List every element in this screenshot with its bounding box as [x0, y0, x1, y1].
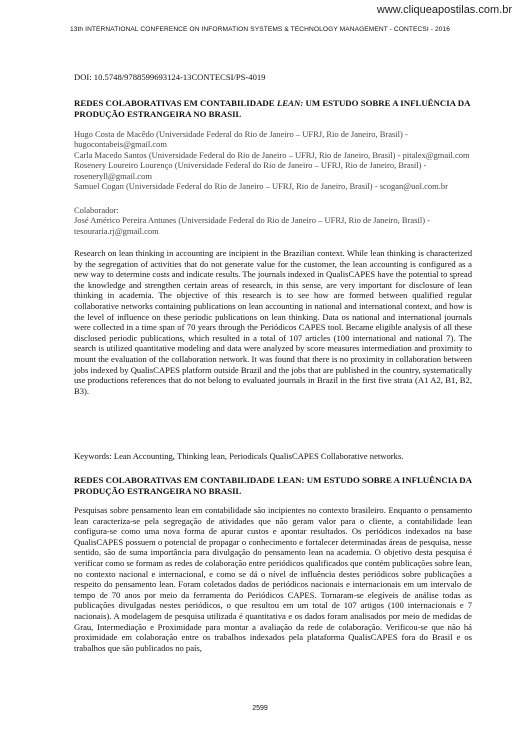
paper-title — [74, 98, 472, 119]
author-4: Samuel Cogan (Universidade Federal do Rio de Janeiro – UFRJ, Rio de Janeiro, Brasil) - scogan@uol.com.br — [74, 181, 448, 192]
title-part2: UM ESTUDO SOBRE A INFLUÊNCIA DA PRODUÇÃO ESTRANGEIRA NO BRASIL — [74, 98, 470, 119]
title-italic: LEAN: — [276, 98, 304, 108]
title-part1: REDES COLABORATIVAS EM CONTABILIDADE — [74, 98, 277, 108]
collaborator-label: Colaborador: — [74, 205, 119, 215]
collaborator-block — [74, 205, 472, 236]
page-number: 2599 — [252, 705, 268, 712]
author-list — [74, 129, 472, 191]
paper-title-pt: REDES COLABORATIVAS EM CONTABILIDADE LEAN: UM ESTUDO SOBRE A INFLUÊNCIA DA PRODUÇÃO ESTRANGEIRA NO BRASIL — [74, 475, 472, 496]
author-3: Rosenery Loureiro Lourenço (Universidade Federal do Rio de Janeiro – UFRJ, Rio de Janeiro, Brasil) - roseneryll@gmail.com — [74, 160, 427, 181]
collaborator-text: José Américo Pereira Antunes (Universidade Federal do Rio de Janeiro – UFRJ, Rio de Janeiro, Brasil) - tesouraria.rj@gmail.com — [74, 215, 430, 236]
doi: DOI: 10.5748/9788599693124-13CONTECSI/PS-4019 — [74, 72, 266, 82]
resumo: Pesquisas sobre pensamento lean em contabilidade são incipientes no contexto brasileiro. Enquanto o pensamento lean caracteriza-se pela segregação de atividades que não geram valor para o cliente, a contabilidade lean configura-se como uma nova forma de apurar custos e apontar resultados. Os periódicos indexados na base QualisCAPES possuem o potencial de propagar o conhecimento e fortalecer determinadas áreas de pesquisa, nesse sentido, são de suma importância para divulgação do pensamento lean na academia. O objetivo desta pesquisa é verificar como se formam as redes de colaboração entre periódicos qualificados que contém publicações sobre lean, no contexto nacional e internacional, e como se dá o nível de influência destes periódicos sobre publicações a respeito do pensamento lean. Foram coletados dados de periódicos nacionais e internacionais em um intervalo de tempo de 70 anos por meio da ferramenta do Periódicos CAPES. Tornaram-se elegíveis de análise todas as publicações divulgadas nestes periódicos, o que resultou em um total de 107 artigos (100 internacionais e 7 nacionais). A modelagem de pesquisa utilizada é quantitativa e os dados foram analisados por meio de medidas de Grau, Intermediação e Proximidade para montar a avaliação da rede de colaboração. Verificou-se que não há proximidade em colaboração entre os trabalhos indexados pela plataforma QualisCAPES fora do Brasil e os trabalhos que são publicados no país, — [74, 505, 473, 653]
author-2: Carla Macedo Santos (Universidade Federal do Rio de Janeiro – UFRJ, Rio de Janeiro, Brasil) - pitalex@gmail.com — [74, 149, 470, 160]
abstract: Research on lean thinking in accounting are incipient in the Brazilian context. While lean thinking is characterized by the segregation of activities that do not generate value for the customer, the lean accounting is configured as a new way to determine costs and indicate results. The journals indexed in QualisCAPES have the potential to spread the knowledge and strengthen certain areas of research, in this sense, are very important for disclosure of lean thinking in academia. The objective of this research is to see how are formed between qualified regular collaborative networks containing publications on lean accounting in national and international context, and how is the level of influence on these periodic publications on lean thinking. Data os national and international journals were collected in a time span of 70 years through the Periódicos CAPES tool. Became eligible analysis of all these disclosed periodic publications, which resulted in a total of 107 articles (100 international and national 7). The search is utilized quantitative modeling and data were analyzed by score measures intermediation and proximity to mount the evaluation of the collaboration network. It was found that there is no proximity in collaboration between jobs indexed by QualisCAPES platform outside Brazil and the jobs that are published in the country, systematically use productions references that do not belong to evaluated journals in Brazil in the first five strata (A1 A2, B1, B2, B3). — [74, 248, 472, 396]
keywords: Keywords: Lean Accounting, Thinking lean, Periodicals QualisCAPES Collaborative networks. — [74, 451, 404, 461]
author-1: Hugo Costa de Macêdo (Universidade Federal do Rio de Janeiro – UFRJ, Rio de Janeiro, Brasil) - hugocontabeis@gmail.com — [74, 129, 408, 150]
watermark: www.cliqueapostilas.com.br — [376, 4, 512, 16]
conference-header: 13th INTERNATIONAL CONFERENCE ON INFORMATION SYSTEMS & TECHNOLOGY MANAGEMENT - CONTECSI - 2016 — [69, 26, 451, 33]
